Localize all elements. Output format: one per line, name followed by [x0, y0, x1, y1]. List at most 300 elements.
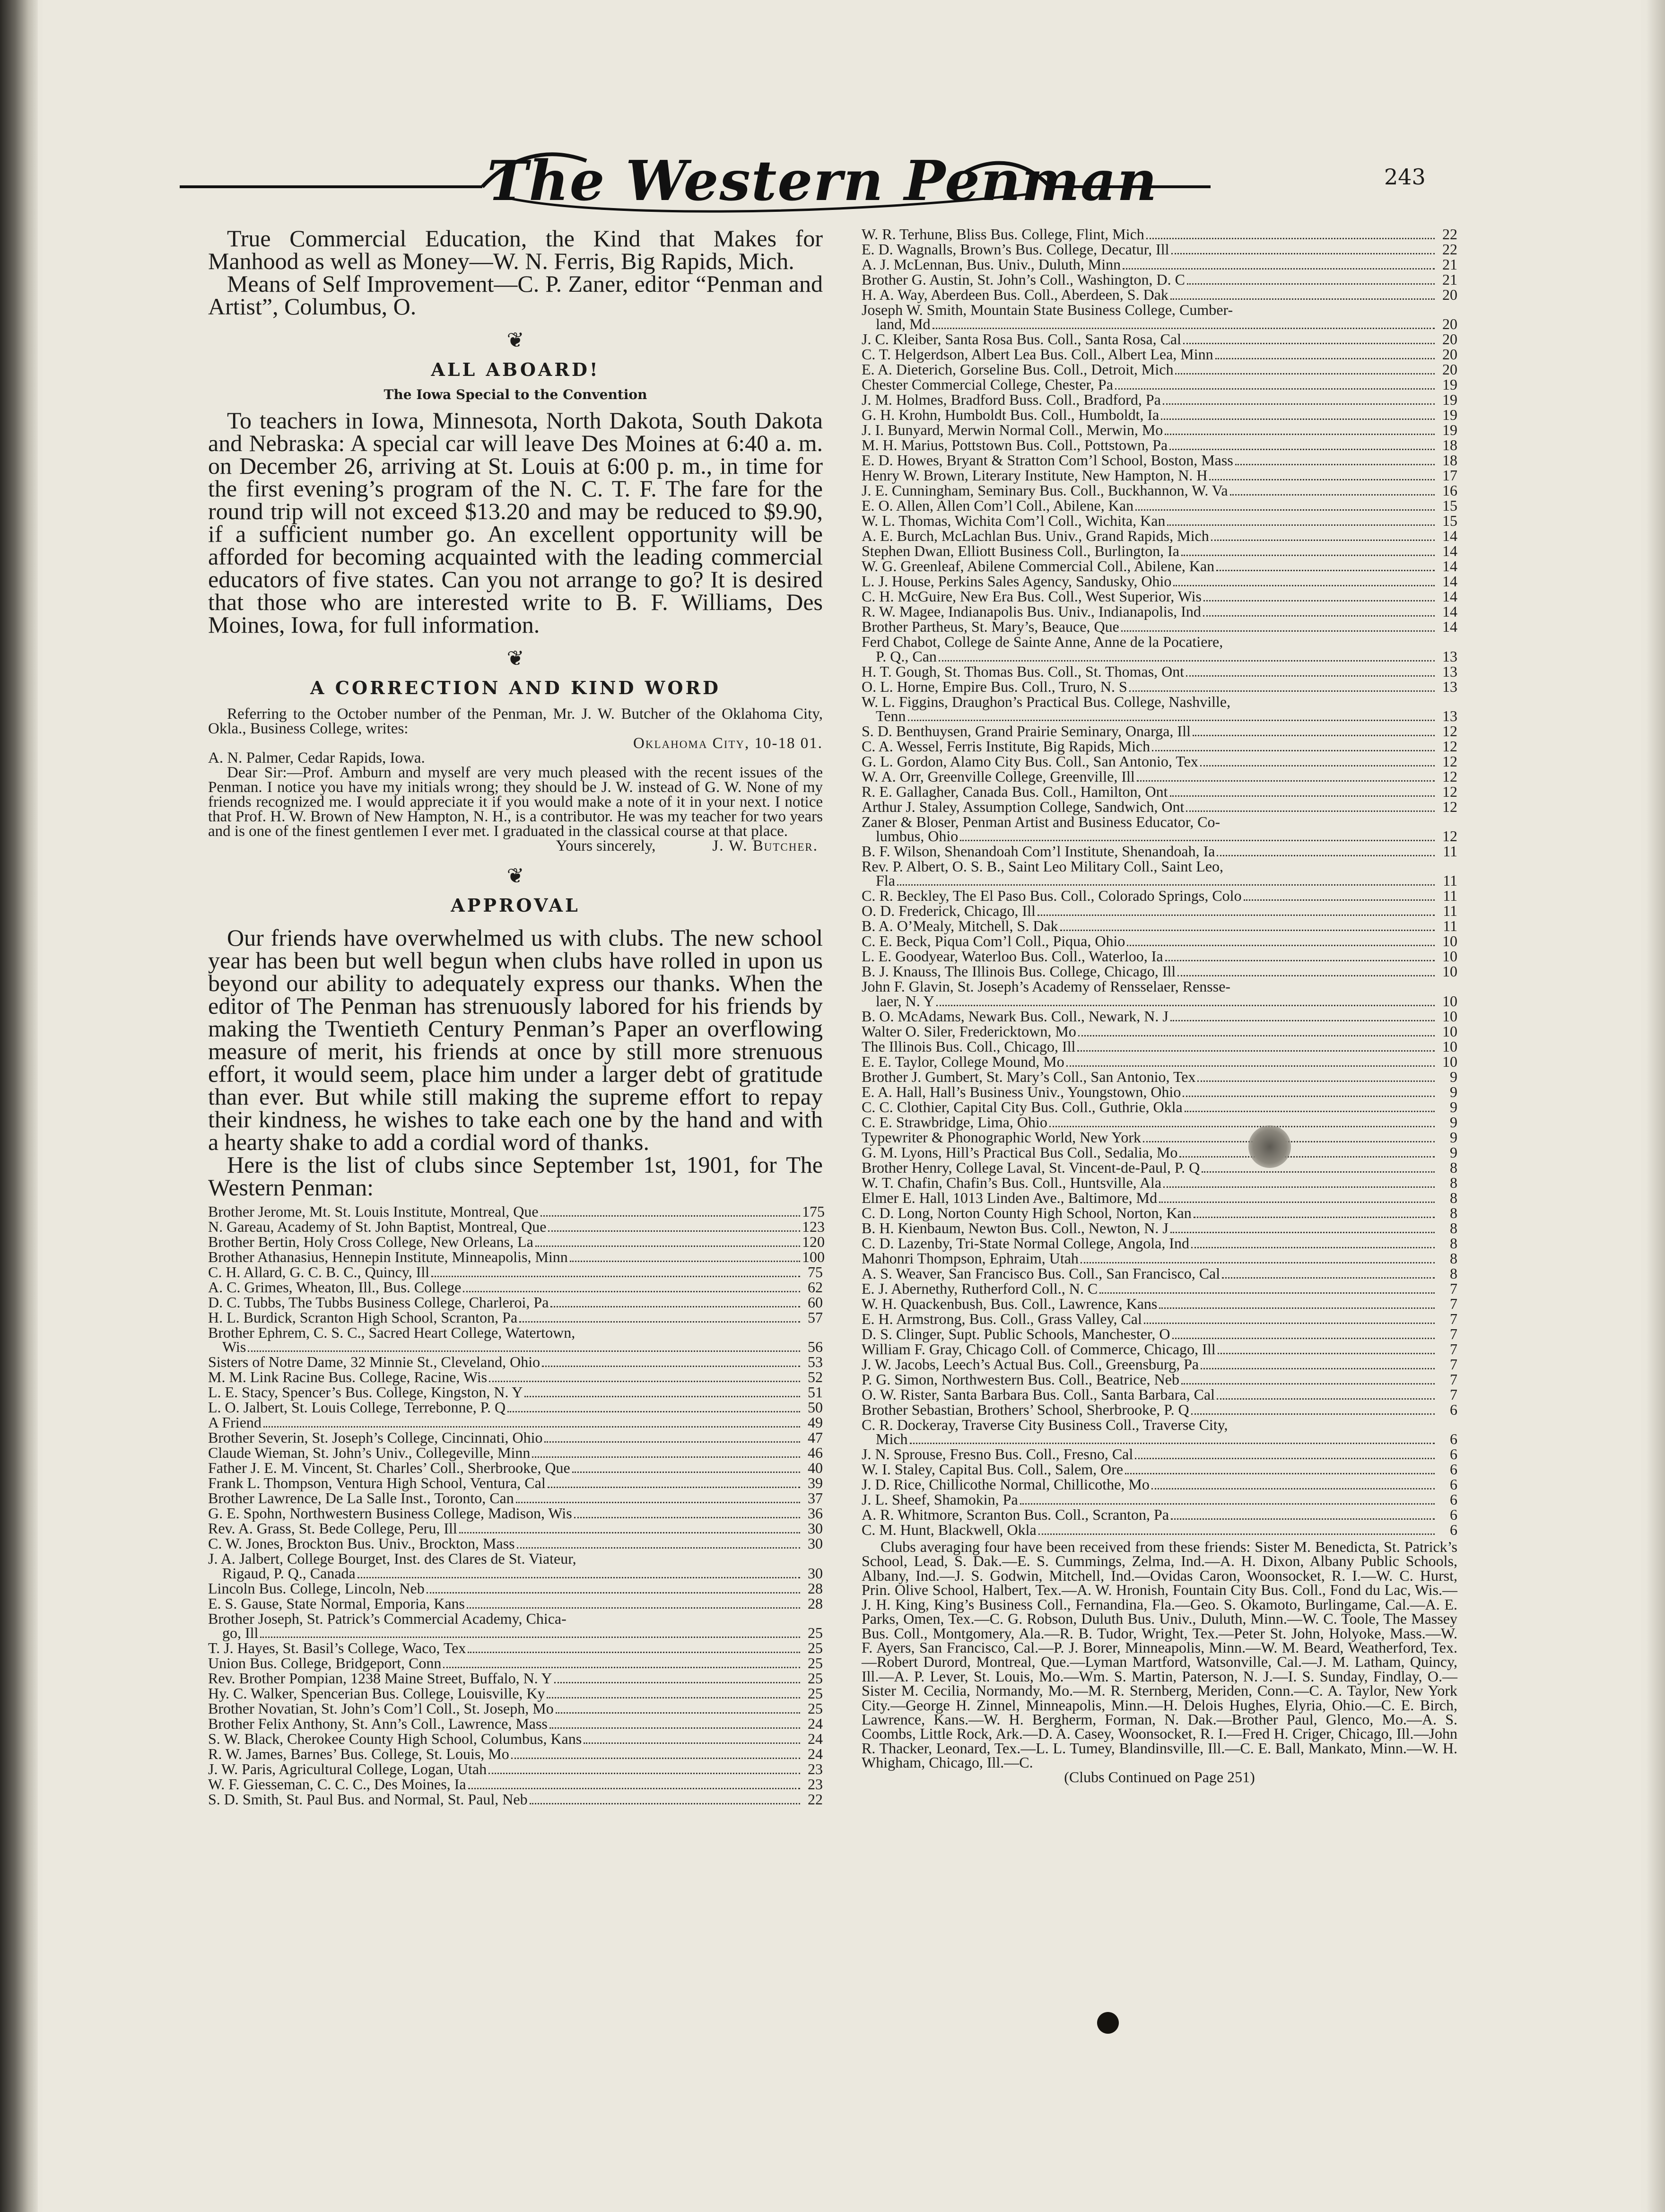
club-count: 15: [1442, 512, 1457, 530]
club-name: Brother Joseph, St. Patrick’s Commercial Academy, Chica-: [208, 1610, 567, 1627]
leader-dots: [1170, 298, 1435, 300]
leader-dots: [1078, 1035, 1435, 1036]
club-count: 75: [808, 1263, 823, 1280]
club-entry: [208, 1656, 823, 1671]
leader-dots: [939, 660, 1435, 662]
club-entry: [862, 979, 1457, 1009]
club-count: 24: [808, 1730, 823, 1747]
club-name: C. A. Wessel, Ferris Institute, Big Rapids, Mich: [862, 737, 1151, 755]
club-name: M. M. Link Racine Bus. College, Racine, Wis: [208, 1368, 488, 1386]
leader-dots: [1170, 795, 1435, 797]
club-count: 10: [1442, 963, 1457, 980]
leader-dots: [548, 1230, 800, 1232]
all-aboard-heading: ALL ABOARD!: [431, 359, 600, 380]
club-entry: [862, 888, 1457, 904]
club-count: 8: [1450, 1158, 1457, 1176]
leader-dots: [1171, 1518, 1435, 1520]
leader-dots: [1099, 1292, 1435, 1294]
club-name: W. R. Terhune, Bliss Bus. College, Flint, Mich: [862, 226, 1144, 243]
leader-dots: [263, 1426, 800, 1428]
club-name: B. F. Wilson, Shenandoah Com’l Institute, Shenandoah, Ia: [862, 843, 1215, 860]
club-entry: [208, 1355, 823, 1370]
club-name: Ferd Chabot, College de Sainte Anne, Anne de la Pocatiere,: [862, 633, 1223, 651]
leader-dots: [897, 884, 1435, 886]
club-entry: [862, 438, 1457, 453]
club-entry: [862, 1402, 1457, 1418]
leader-dots: [535, 1245, 800, 1247]
club-entry: [208, 1385, 823, 1400]
club-entry: [862, 272, 1457, 287]
leader-dots: [1191, 1413, 1435, 1415]
leader-dots: [542, 1366, 800, 1367]
club-count: 9: [1450, 1068, 1457, 1085]
club-name: A Friend: [208, 1414, 262, 1431]
club-entry: [862, 635, 1457, 664]
club-entry: [862, 919, 1457, 934]
club-entry: [862, 1070, 1457, 1085]
club-count: 123: [802, 1218, 825, 1235]
club-count: 21: [1442, 256, 1457, 273]
club-entry: [208, 1792, 823, 1807]
club-count: 6: [1450, 1446, 1457, 1463]
club-name: W. L. Figgins, Draughon’s Practical Bus. College, Nashville,: [862, 693, 1231, 710]
leader-dots: [1175, 373, 1435, 374]
club-entry: [862, 964, 1457, 979]
club-count: 11: [1443, 887, 1457, 905]
club-name: S. W. Black, Cherokee County High School, Columbus, Kans: [208, 1730, 582, 1747]
leader-dots: [530, 1803, 800, 1804]
club-name: The Illinois Bus. Coll., Chicago, Ill: [862, 1037, 1076, 1055]
club-entry: [862, 784, 1457, 800]
club-entry: [862, 664, 1457, 679]
club-count: 23: [808, 1760, 823, 1777]
binding-hole: [1097, 2012, 1119, 2034]
leader-dots: [1121, 630, 1435, 632]
leader-dots: [519, 1321, 800, 1323]
club-entry: [862, 392, 1457, 408]
club-entry: [862, 1418, 1457, 1447]
leader-dots: [1060, 930, 1435, 931]
leader-dots: [1135, 509, 1435, 511]
leader-dots: [544, 1441, 800, 1443]
masthead: [180, 128, 1211, 222]
leader-dots: [1230, 494, 1435, 496]
club-name: O. D. Frederick, Chicago, Ill: [862, 902, 1036, 920]
club-name-continued: Rigaud, P. Q., Canada: [222, 1564, 356, 1582]
leader-dots: [1170, 1232, 1435, 1233]
club-name: E. E. Taylor, College Mound, Mo: [862, 1053, 1064, 1070]
all-aboard-body: To teachers in Iowa, Minnesota, North Dakota, South Dakota and Nebraska: A special car will leave Des Moines at 6:40 a. m. on December 26, arriving at St. Louis at 6:00 p. m., in time for the first evening’s program of the N. C. T. F. The fare for the round trip will not exceed $13.20 and may be reduced to $9.90, if a sufficient number go. An excellent opportunity will be afforded for becoming acquainted with the leading commercial educators of five states. Can you not arrange to go? It is desired that those who are interested write to B. F. Williams, Des Moines, Iowa, for full information.: [208, 407, 823, 638]
book-spine-shadow: [0, 0, 38, 2212]
leader-dots: [1152, 750, 1435, 751]
club-count: 7: [1450, 1310, 1457, 1327]
club-entry: [862, 1221, 1457, 1236]
leader-dots: [1137, 780, 1435, 782]
club-entry: [862, 1160, 1457, 1176]
club-name: John F. Glavin, St. Joseph’s Academy of Rensselaer, Rensse-: [862, 978, 1231, 995]
club-count: 12: [1442, 737, 1457, 755]
club-name: Claude Wieman, St. John’s Univ., Collegeville, Minn: [208, 1444, 531, 1462]
left-column: [208, 227, 823, 1807]
club-entry: [862, 423, 1457, 438]
club-count: 9: [1450, 1098, 1457, 1115]
club-name: Rev. Brother Pompian, 1238 Maine Street, Buffalo, N. Y: [208, 1669, 552, 1687]
club-entry: [862, 1477, 1457, 1492]
masthead-title: The Western Penman: [487, 149, 1158, 213]
club-name: O. L. Horne, Empire Bus. Coll., Truro, N. S: [862, 678, 1127, 695]
club-name: P. G. Simon, Northwestern Bus. Coll., Beatrice, Neb: [862, 1370, 1179, 1388]
club-name: Brother Ephrem, C. S. C., Sacred Heart College, Watertown,: [208, 1324, 575, 1341]
club-name: E. D. Wagnalls, Brown’s Bus. College, Decatur, Ill: [862, 241, 1169, 258]
club-entry: [862, 1387, 1457, 1402]
club-entry: [862, 1191, 1457, 1206]
club-entry: [862, 257, 1457, 272]
club-name: E. D. Howes, Bryant & Stratton Com’l School, Boston, Mass: [862, 452, 1233, 469]
leader-dots: [1129, 690, 1435, 692]
club-name: E. S. Gause, State Normal, Emporia, Kans: [208, 1594, 465, 1612]
club-name: R. W. Magee, Indianapolis Bus. Univ., Indianapolis, Ind: [862, 603, 1201, 620]
club-entry: [208, 1777, 823, 1792]
leader-dots: [1037, 914, 1435, 916]
leader-dots: [1203, 615, 1435, 617]
club-entry: [208, 1280, 823, 1295]
club-count: 14: [1442, 557, 1457, 575]
leader-dots: [1194, 1217, 1435, 1218]
leader-dots: [468, 1788, 800, 1789]
club-entry: [862, 559, 1457, 574]
leader-dots: [572, 1472, 800, 1473]
club-entry: [862, 604, 1457, 619]
intro-paragraph-2: Means of Self Improvement—C. P. Zaner, editor “Penman and Artist”, Columbus, O.: [208, 270, 823, 320]
leader-dots: [550, 1306, 800, 1307]
club-name: A. J. McLennan, Bus. Univ., Duluth, Minn: [862, 256, 1121, 273]
club-name: Stephen Dwan, Elliott Business Coll., Burlington, Ia: [862, 542, 1179, 560]
club-entry: [862, 589, 1457, 604]
club-name: J. N. Sprouse, Fresno Bus. Coll., Fresno, Cal: [862, 1446, 1133, 1463]
club-count: 56: [808, 1338, 823, 1356]
leader-dots: [443, 1667, 800, 1668]
club-entry: [862, 949, 1457, 964]
leader-dots: [1161, 418, 1435, 420]
leader-dots: [1135, 1458, 1435, 1459]
club-entry: [862, 1357, 1457, 1372]
leader-dots: [427, 1592, 800, 1594]
leader-dots: [1187, 283, 1435, 285]
leader-dots: [1169, 449, 1435, 450]
club-name: B. A. O’Mealy, Mitchell, S. Dak: [862, 917, 1058, 935]
leader-dots: [1193, 735, 1435, 736]
club-entry: [208, 1370, 823, 1385]
club-entry: [208, 1219, 823, 1235]
leader-dots: [1167, 524, 1435, 526]
club-count: 24: [808, 1745, 823, 1762]
club-entry: [862, 1100, 1457, 1115]
club-entry: [208, 1671, 823, 1686]
club-count: 7: [1450, 1385, 1457, 1403]
club-name: L. E. Stacy, Spencer’s Bus. College, Kingston, N. Y: [208, 1384, 523, 1401]
leader-dots: [1127, 945, 1435, 946]
club-name: Rev. A. Grass, St. Bede College, Peru, Ill: [208, 1520, 457, 1537]
club-count: 30: [808, 1564, 823, 1582]
club-count: 25: [808, 1699, 823, 1717]
leader-dots: [570, 1261, 800, 1262]
leader-dots: [1146, 238, 1435, 239]
club-entry: [208, 1762, 823, 1777]
club-name: Sisters of Notre Dame, 32 Minnie St., Cleveland, Ohio: [208, 1353, 540, 1371]
club-entry: [862, 1115, 1457, 1130]
leader-dots: [1202, 1171, 1435, 1173]
club-count: 11: [1443, 843, 1457, 860]
club-name: E. A. Hall, Hall’s Business Univ., Youngstown, Ohio: [862, 1083, 1181, 1100]
club-count: 10: [1442, 948, 1457, 965]
leader-dots: [1185, 1111, 1435, 1112]
club-entry: [862, 1054, 1457, 1070]
club-entry: [862, 347, 1457, 362]
club-entry: [862, 242, 1457, 257]
club-count: 8: [1450, 1189, 1457, 1206]
correction-dateline: Oklahoma City, 10-18 01.: [633, 735, 823, 752]
club-count: 30: [808, 1535, 823, 1552]
club-entry: [208, 1506, 823, 1521]
leader-dots: [933, 328, 1435, 329]
club-name: E. O. Allen, Allen Com’l Coll., Abilene, Kan: [862, 497, 1134, 514]
club-count: 6: [1450, 1401, 1457, 1418]
club-name: Brother J. Gumbert, St. Mary’s Coll., San Antonio, Tex: [862, 1068, 1196, 1085]
club-count: 7: [1450, 1355, 1457, 1373]
club-entry: [862, 1206, 1457, 1221]
club-entry: [862, 1130, 1457, 1145]
leader-dots: [556, 1712, 800, 1714]
club-name: Zaner & Bloser, Penman Artist and Business Educator, Co-: [862, 813, 1220, 830]
leader-dots: [524, 1396, 800, 1397]
leader-dots: [1197, 1080, 1435, 1082]
club-name: C. D. Long, Norton County High School, Norton, Kan: [862, 1204, 1192, 1221]
leader-dots: [1163, 1186, 1435, 1188]
leader-dots: [1151, 1488, 1435, 1489]
club-count: 14: [1442, 588, 1457, 605]
leader-dots: [574, 1517, 800, 1518]
club-count: 20: [1442, 286, 1457, 303]
club-name: Brother Henry, College Laval, St. Vincent-de-Paul, P. Q: [862, 1158, 1200, 1176]
leader-dots: [517, 1547, 800, 1549]
club-name: L. O. Jalbert, St. Louis College, Terrebonne, P. Q: [208, 1399, 506, 1416]
leader-dots: [1049, 1126, 1435, 1127]
page-number: 243: [1384, 164, 1426, 190]
club-count: 8: [1450, 1174, 1457, 1191]
club-name: C. H. Allard, G. C. B. C., Quincy, Ill: [208, 1263, 430, 1280]
club-count: 13: [1442, 678, 1457, 695]
leader-dots: [1200, 765, 1435, 766]
leader-dots: [1222, 1277, 1435, 1279]
club-name: M. H. Marius, Pottstown Bus. Coll., Pottstown, Pa: [862, 436, 1168, 454]
club-count: 30: [808, 1520, 823, 1537]
club-name: R. E. Gallagher, Canada Bus. Coll., Hamilton, Ont: [862, 783, 1168, 800]
club-count: 7: [1450, 1325, 1457, 1342]
club-name-continued: go, Ill: [222, 1624, 259, 1641]
leader-dots: [507, 1411, 800, 1412]
club-count: 47: [808, 1429, 823, 1446]
correction-heading: A CORRECTION AND KIND WORD: [310, 677, 721, 698]
leader-dots: [1066, 1065, 1435, 1067]
club-entry: [862, 754, 1457, 769]
club-entry: [862, 529, 1457, 544]
club-name: G. L. Gordon, Alamo City Bus. Coll., San Antonio, Tex: [862, 752, 1198, 770]
club-count: 9: [1450, 1128, 1457, 1146]
club-entry: [862, 332, 1457, 347]
club-count: 46: [808, 1444, 823, 1462]
club-count: 23: [808, 1775, 823, 1793]
club-entry: [862, 468, 1457, 483]
club-name: J. I. Bunyard, Merwin Normal Coll., Merwin, Mo: [862, 421, 1163, 439]
club-name-continued: Mich: [876, 1430, 908, 1448]
club-entry: [208, 1596, 823, 1611]
leader-dots: [1144, 1323, 1435, 1324]
leader-dots: [910, 1443, 1435, 1444]
club-entry: [862, 514, 1457, 529]
club-name: J. C. Kleiber, Santa Rosa Bus. Coll., Santa Rosa, Cal: [862, 331, 1182, 348]
club-entry: [862, 574, 1457, 589]
club-name: Brother Felix Anthony, St. Ann’s Coll., Lawrence, Mass: [208, 1715, 548, 1732]
leader-dots: [1183, 1096, 1435, 1097]
club-entry: [862, 1085, 1457, 1100]
club-count: 60: [808, 1294, 823, 1311]
leader-dots: [1201, 1368, 1435, 1369]
leaf-ornament-icon: ❦: [506, 864, 524, 888]
club-entry: [862, 1297, 1457, 1312]
club-count: 6: [1450, 1476, 1457, 1493]
club-name: J. A. Jalbert, College Bourget, Inst. des Clares de St. Viateur,: [208, 1550, 576, 1568]
club-name: J. L. Sheef, Shamokin, Pa: [862, 1491, 1018, 1508]
club-count: 24: [808, 1715, 823, 1732]
club-count: 22: [1442, 226, 1457, 243]
club-name: Frank L. Thompson, Ventura High School, Ventura, Cal: [208, 1474, 546, 1492]
leader-dots: [488, 1773, 800, 1774]
club-entry: [208, 1716, 823, 1732]
club-entry: [862, 739, 1457, 754]
club-entry: [862, 1342, 1457, 1357]
club-count: 22: [1442, 241, 1457, 258]
club-entry: [862, 1009, 1457, 1024]
leader-dots: [1081, 1262, 1435, 1263]
leader-dots: [459, 1532, 800, 1533]
club-entry: [862, 1281, 1457, 1297]
leader-dots: [1209, 479, 1435, 480]
club-name: C. E. Beck, Piqua Com’l Coll., Piqua, Ohio: [862, 932, 1125, 950]
leader-dots: [1038, 1533, 1435, 1535]
club-name: Brother Jerome, Mt. St. Louis Institute, Montreal, Que: [208, 1203, 539, 1220]
club-entry: [208, 1521, 823, 1536]
leader-dots: [532, 1456, 800, 1458]
leader-dots: [908, 720, 1435, 721]
leader-dots: [1165, 960, 1435, 961]
club-count: 7: [1450, 1370, 1457, 1388]
club-count: 15: [1442, 497, 1457, 514]
club-count: 20: [1442, 361, 1457, 378]
leader-dots: [1215, 358, 1435, 359]
club-name: C. D. Lazenby, Tri-State Normal College, Angola, Ind: [862, 1234, 1189, 1252]
club-count: 9: [1450, 1113, 1457, 1131]
club-count: 52: [808, 1368, 823, 1386]
club-count: 53: [808, 1353, 823, 1371]
club-name: N. Gareau, Academy of St. John Baptist, Montreal, Que: [208, 1218, 547, 1235]
leader-dots: [1218, 1353, 1435, 1354]
club-entry: [208, 1250, 823, 1265]
club-count: 19: [1442, 406, 1457, 424]
continued-note: (Clubs Continued on Page 251): [1064, 1768, 1255, 1785]
club-name: Rev. P. Albert, O. S. B., Saint Leo Military Coll., Saint Leo,: [862, 858, 1224, 875]
club-count: 12: [1442, 752, 1457, 770]
leader-dots: [1159, 1307, 1435, 1309]
club-entry: [862, 227, 1457, 242]
club-entry: [208, 1235, 823, 1250]
club-name: Brother G. Austin, St. John’s Coll., Washington, D. C: [862, 271, 1185, 288]
club-name: W. A. Orr, Greenville College, Greenville, Ill: [862, 767, 1135, 785]
club-name: O. W. Rister, Santa Barbara Bus. Coll., Santa Barbara, Cal: [862, 1385, 1215, 1403]
club-count: 40: [808, 1459, 823, 1477]
club-name: W. T. Chafin, Chafin’s Bus. Coll., Huntsville, Ala: [862, 1174, 1162, 1191]
leader-dots: [1020, 1503, 1435, 1505]
approval-list-intro: Here is the list of clubs since September 1st, 1901, for The Western Penman:: [208, 1151, 823, 1201]
club-entry: [862, 483, 1457, 498]
club-name-continued: Fla: [876, 872, 895, 889]
club-count: 9: [1450, 1143, 1457, 1161]
club-entry: [862, 498, 1457, 514]
leader-dots: [1159, 1202, 1435, 1203]
club-entry: [208, 1536, 823, 1551]
leader-dots: [936, 1005, 1435, 1006]
club-entry: [862, 303, 1457, 332]
club-entry: [862, 769, 1457, 784]
club-name: Brother Severin, St. Joseph’s College, Cincinnati, Ohio: [208, 1429, 543, 1446]
club-entry: [862, 904, 1457, 919]
club-name: D. S. Clinger, Supt. Public Schools, Manchester, O: [862, 1325, 1170, 1342]
club-count: 12: [1442, 783, 1457, 800]
club-count: 21: [1442, 271, 1457, 288]
club-entry: [862, 1176, 1457, 1191]
club-count: 16: [1442, 482, 1457, 499]
club-entry: [862, 287, 1457, 303]
club-name: Brother Partheus, St. Mary’s, Beauce, Que: [862, 618, 1119, 636]
club-name: Union Bus. College, Bridgeport, Conn: [208, 1654, 442, 1672]
club-count: 50: [808, 1399, 823, 1416]
club-name-continued: Tenn: [876, 707, 906, 724]
club-count: 19: [1442, 421, 1457, 439]
leader-dots: [548, 1487, 800, 1488]
leader-dots: [1181, 1383, 1435, 1385]
correction-intro: Referring to the October number of the Penman, Mr. J. W. Butcher of the Oklahoma City, Okla., Business College, writes:: [208, 705, 823, 737]
leader-dots: [260, 1637, 800, 1638]
club-count: 10: [1442, 1053, 1457, 1070]
club-entry: [208, 1551, 823, 1581]
club-name: Father J. E. M. Vincent, St. Charles’ Coll., Sherbrooke, Que: [208, 1459, 570, 1477]
leader-dots: [467, 1607, 800, 1609]
club-count: 20: [1442, 346, 1457, 363]
club-count: 13: [1442, 707, 1457, 724]
club-count: 17: [1442, 467, 1457, 484]
clubs-list-left: [208, 1204, 823, 1807]
club-name: S. D. Smith, St. Paul Bus. and Normal, St. Paul, Neb: [208, 1790, 528, 1808]
club-entry: [862, 1024, 1457, 1039]
club-name: W. I. Staley, Capital Bus. Coll., Salem, Ore: [862, 1461, 1124, 1478]
club-count: 7: [1450, 1295, 1457, 1312]
club-count: 7: [1450, 1340, 1457, 1358]
leaf-ornament-icon: ❦: [506, 646, 524, 671]
club-count: 49: [808, 1414, 823, 1431]
club-entry: [208, 1415, 823, 1430]
intro-block: [208, 227, 823, 318]
club-name: W. F. Giesseman, C. C. C., Des Moines, Ia: [208, 1775, 466, 1793]
club-name-continued: P. Q., Can: [876, 647, 937, 665]
